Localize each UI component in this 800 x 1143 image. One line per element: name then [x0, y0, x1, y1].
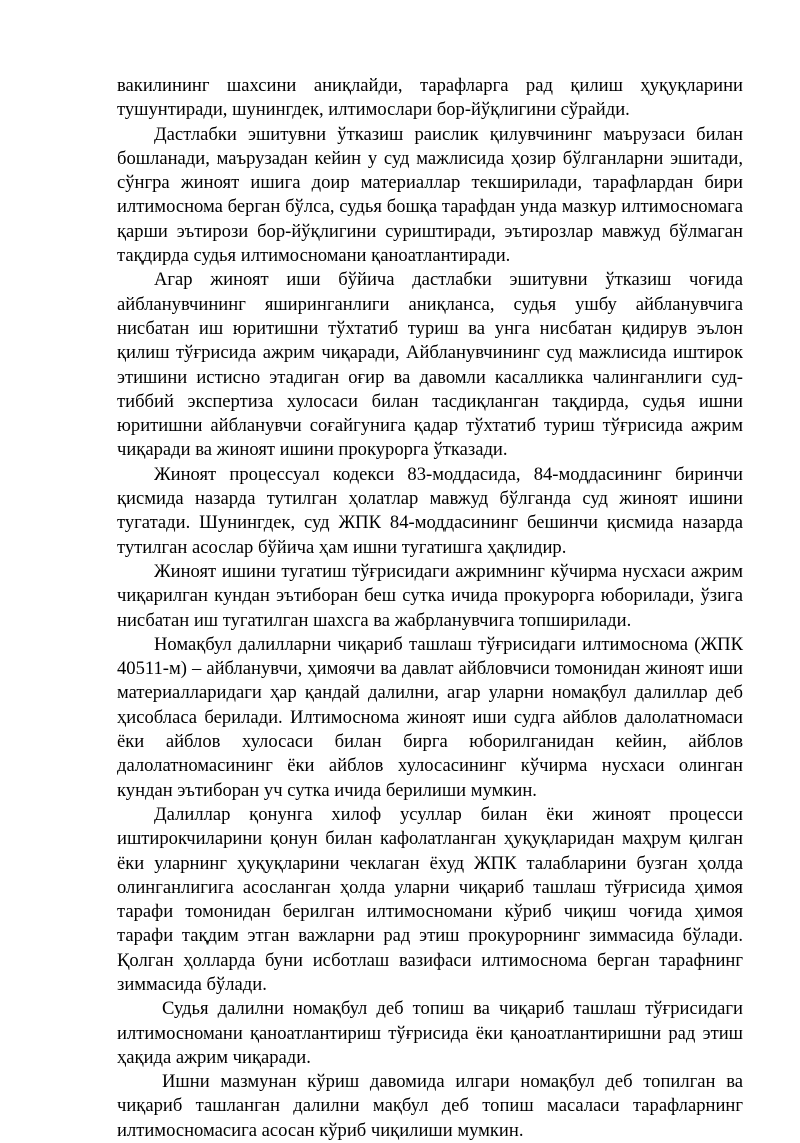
document-page — [117, 74, 743, 1143]
paragraph-continuation: вакилининг шахсини аниқлайди, тарафларга рад қилиш ҳуқуқларини тушунтиради, шунингдек, илтимослари бор-йўқлигини сўрайди. — [117, 75, 743, 121]
paragraph-termination-copy: Жиноят ишини тугатиш тўғрисидаги ажримнинг кўчирма нусхаси ажрим чиқарилган кундан эътиборан беш сутка ичида прокурорга юборилади, ўзига нисбатан иш тугатилган шахсга ва жабрланувчига топширилади. — [117, 560, 743, 631]
paragraph-burden-of-proof: Далиллар қонунга хилоф усуллар билан ёки жиноят процесси иштирокчиларини қонун билан кафолатланган ҳуқуқларидан маҳрум қилган ёки уларнинг ҳуқуқларини чеклаган ёхуд ЖПК талабларини бузган ҳолда олинганлигига асосланган ҳолда уларни чиқариб ташлаш тўғрисида ҳимоя тарафи томонидан берилган илтимосномани кўриб чиқиш чоғида ҳимоя тарафи тақдим этган важларни рад этиш прокурорнинг зиммасида бўлади. Қолган ҳолларда буни исботлаш вазифаси илтимоснома берган тарафнинг зиммасида бўлади. — [117, 803, 743, 995]
paragraph-termination: Жиноят процессуал кодекси 83-моддасида, 84-моддасининг биринчи қисмида назарда тутилган ҳолатлар мавжуд бўлганда суд жиноят ишини тугатади. Шунингдек, суд ЖПК 84-моддасининг бешинчи қисмида назарда тутилган асослар бўйича ҳам ишни тугатишга ҳақлидир. — [117, 463, 743, 558]
paragraph-preliminary-hearing: Дастлабки эшитувни ўтказиш раислик қилувчининг маърузаси билан бошланади, маърузадан кейин у суд мажлисида ҳозир бўлганларни эшитади, сўнгра жиноят ишига доир материаллар текширилади, тарафлардан бири илтимоснома берган бўлса, судья бошқа тарафдан унда мазкур илтимосномага қарши эътирози бор-йўқлигини суриштиради, эътирозлар мавжуд бўлмаган тақдирда судья илтимосномани қаноатлантиради. — [117, 123, 743, 267]
paragraph-judge-ruling: Судья далилни номақбул деб топиш ва чиқариб ташлаш тўғрисидаги илтимосномани қаноатлантириш тўғрисида ёки қаноатлантиришни рад этиш ҳақида ажрим чиқаради. — [117, 998, 743, 1068]
paragraph-admissibility-review: Ишни мазмунан кўриш давомида илгари номақбул деб топилган ва чиқариб ташланган далилни мақбул деб топиш масаласи тарафларнинг илтимосномасига асосан кўриб чиқилиши мумкин. — [117, 1071, 743, 1141]
paragraph-inadmissible-evidence: Номақбул далилларни чиқариб ташлаш тўғрисидаги илтимоснома (ЖПК 40511-м) – айбланувчи, ҳимоячи ва давлат айбловчиси томонидан жиноят иши материалларидаги ҳар қандай далилни, агар уларни номақбул далиллар деб ҳисобласа берилади. Илтимоснома жиноят иши судга айблов далолатномаси ёки айблов хулосаси билан бирга юборилганидан кейин, айблов далолатномасининг ёки айблов хулосасининг кўчирма нусхаси олинган кундан эътиборан уч сутка ичида берилиши мумкин. — [117, 633, 743, 801]
paragraph-suspension: Агар жиноят иши бўйича дастлабки эшитувни ўтказиш чоғида айбланувчининг яширинганлиги аниқланса, судья ушбу айбланувчига нисбатан иш юритишни тўхтатиб туриш ва унга нисбатан қидирув эълон қилиш тўғрисида ажрим чиқаради, Айбланувчининг суд мажлисида иштирок этишини истисно этадиган оғир ва давомли касалликка чалинганлиги суд-тиббий экспертиза хулосаси билан тасдиқланган тақдирда, судья ишни юритишни айбланувчи соғайгунига қадар тўхтатиб туриш тўғрисида ажрим чиқаради ва жиноят ишини прокурорга ўтказади. — [117, 269, 743, 461]
